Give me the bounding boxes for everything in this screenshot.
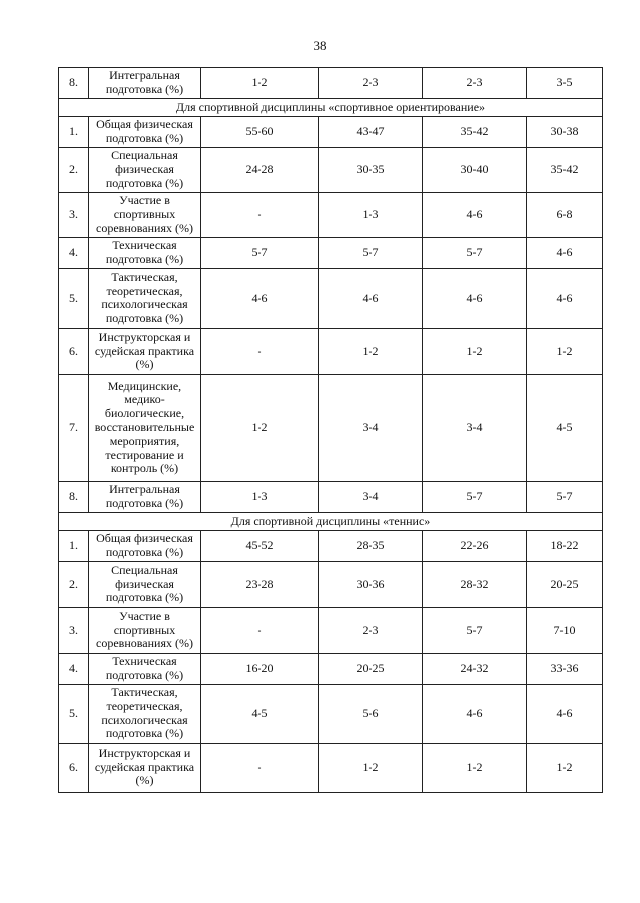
value-cell: 1-2 xyxy=(319,328,423,374)
value-cell: 1-2 xyxy=(201,68,319,99)
value-cell: 1-2 xyxy=(201,374,319,481)
row-label: Техническая подготовка (%) xyxy=(89,237,201,268)
row-label: Общая физическая подготовка (%) xyxy=(89,117,201,148)
value-cell: 2-3 xyxy=(423,68,527,99)
row-label: Общая физическая подготовка (%) xyxy=(89,531,201,562)
value-cell: 4-6 xyxy=(527,268,603,328)
row-number: 2. xyxy=(59,147,89,192)
value-cell: - xyxy=(201,607,319,653)
row-label: Инструкторская и судейская практика (%) xyxy=(89,743,201,792)
row-number: 4. xyxy=(59,653,89,684)
value-cell: 5-7 xyxy=(201,237,319,268)
value-cell: 30-36 xyxy=(319,561,423,607)
table-row xyxy=(59,147,603,192)
value-cell: 35-42 xyxy=(423,117,527,148)
value-cell: 24-28 xyxy=(201,147,319,192)
row-label: Специальная физическая подготовка (%) xyxy=(89,147,201,192)
value-cell: 55-60 xyxy=(201,117,319,148)
section-header xyxy=(59,98,603,117)
value-cell: 30-35 xyxy=(319,147,423,192)
value-cell: 22-26 xyxy=(423,531,527,562)
row-number: 8. xyxy=(59,68,89,99)
value-cell: 1-2 xyxy=(319,743,423,792)
value-cell: 4-6 xyxy=(319,268,423,328)
value-cell: 4-6 xyxy=(527,237,603,268)
value-cell: 1-3 xyxy=(319,192,423,237)
value-cell: 6-8 xyxy=(527,192,603,237)
value-cell: 1-2 xyxy=(527,328,603,374)
table-row xyxy=(59,684,603,743)
row-number: 5. xyxy=(59,684,89,743)
row-number: 8. xyxy=(59,481,89,512)
row-label: Участие в спортивных соревнованиях (%) xyxy=(89,607,201,653)
row-number: 7. xyxy=(59,374,89,481)
value-cell: 23-28 xyxy=(201,561,319,607)
value-cell: - xyxy=(201,743,319,792)
value-cell: 4-6 xyxy=(423,192,527,237)
value-cell: 4-5 xyxy=(527,374,603,481)
row-number: 4. xyxy=(59,237,89,268)
value-cell: 4-6 xyxy=(527,684,603,743)
value-cell: 30-38 xyxy=(527,117,603,148)
table-row xyxy=(59,328,603,374)
row-label: Интегральная подготовка (%) xyxy=(89,481,201,512)
row-label: Участие в спортивных соревнованиях (%) xyxy=(89,192,201,237)
table-row xyxy=(59,481,603,512)
value-cell: 3-5 xyxy=(527,68,603,99)
row-number: 3. xyxy=(59,192,89,237)
row-number: 6. xyxy=(59,328,89,374)
page-number: 38 xyxy=(313,38,327,53)
value-cell: 20-25 xyxy=(527,561,603,607)
value-cell: 24-32 xyxy=(423,653,527,684)
value-cell: 1-2 xyxy=(527,743,603,792)
table-row xyxy=(59,268,603,328)
table-row xyxy=(59,117,603,148)
row-number: 1. xyxy=(59,117,89,148)
value-cell: 4-6 xyxy=(423,268,527,328)
row-label: Специальная физическая подготовка (%) xyxy=(89,561,201,607)
training-distribution-table xyxy=(58,67,603,793)
value-cell: 5-7 xyxy=(527,481,603,512)
value-cell: 4-6 xyxy=(423,684,527,743)
value-cell: 4-6 xyxy=(201,268,319,328)
table-row xyxy=(59,192,603,237)
section-title: Для спортивной дисциплины «теннис» xyxy=(59,512,603,531)
section-title: Для спортивной дисциплины «спортивное ориентирование» xyxy=(59,98,603,117)
row-number: 5. xyxy=(59,268,89,328)
table-row xyxy=(59,653,603,684)
value-cell: 30-40 xyxy=(423,147,527,192)
table-row xyxy=(59,561,603,607)
row-number: 3. xyxy=(59,607,89,653)
value-cell: 18-22 xyxy=(527,531,603,562)
value-cell: 3-4 xyxy=(319,374,423,481)
value-cell: 5-7 xyxy=(319,237,423,268)
value-cell: 1-3 xyxy=(201,481,319,512)
table-row xyxy=(59,237,603,268)
row-number: 2. xyxy=(59,561,89,607)
table-row xyxy=(59,743,603,792)
value-cell: 7-10 xyxy=(527,607,603,653)
value-cell: 3-4 xyxy=(423,374,527,481)
row-number: 1. xyxy=(59,531,89,562)
value-cell: 4-5 xyxy=(201,684,319,743)
value-cell: 35-42 xyxy=(527,147,603,192)
value-cell: 45-52 xyxy=(201,531,319,562)
value-cell: 5-7 xyxy=(423,237,527,268)
value-cell: - xyxy=(201,192,319,237)
table-row xyxy=(59,374,603,481)
table-row xyxy=(59,68,603,99)
value-cell: 1-2 xyxy=(423,328,527,374)
value-cell: 1-2 xyxy=(423,743,527,792)
row-label: Техническая подготовка (%) xyxy=(89,653,201,684)
value-cell: 16-20 xyxy=(201,653,319,684)
table-row xyxy=(59,607,603,653)
value-cell: - xyxy=(201,328,319,374)
value-cell: 33-36 xyxy=(527,653,603,684)
section-header xyxy=(59,512,603,531)
row-number: 6. xyxy=(59,743,89,792)
row-label: Интегральная подготовка (%) xyxy=(89,68,201,99)
value-cell: 2-3 xyxy=(319,68,423,99)
table-row xyxy=(59,531,603,562)
value-cell: 20-25 xyxy=(319,653,423,684)
value-cell: 43-47 xyxy=(319,117,423,148)
value-cell: 5-6 xyxy=(319,684,423,743)
value-cell: 5-7 xyxy=(423,607,527,653)
row-label: Медицинские, медико-биологические, восстановительные мероприятия, тестирование и контроль (%) xyxy=(89,374,201,481)
row-label: Тактическая, теоретическая, психологическая подготовка (%) xyxy=(89,684,201,743)
value-cell: 3-4 xyxy=(319,481,423,512)
value-cell: 5-7 xyxy=(423,481,527,512)
value-cell: 28-35 xyxy=(319,531,423,562)
value-cell: 2-3 xyxy=(319,607,423,653)
row-label: Тактическая, теоретическая, психологическая подготовка (%) xyxy=(89,268,201,328)
row-label: Инструкторская и судейская практика (%) xyxy=(89,328,201,374)
value-cell: 28-32 xyxy=(423,561,527,607)
